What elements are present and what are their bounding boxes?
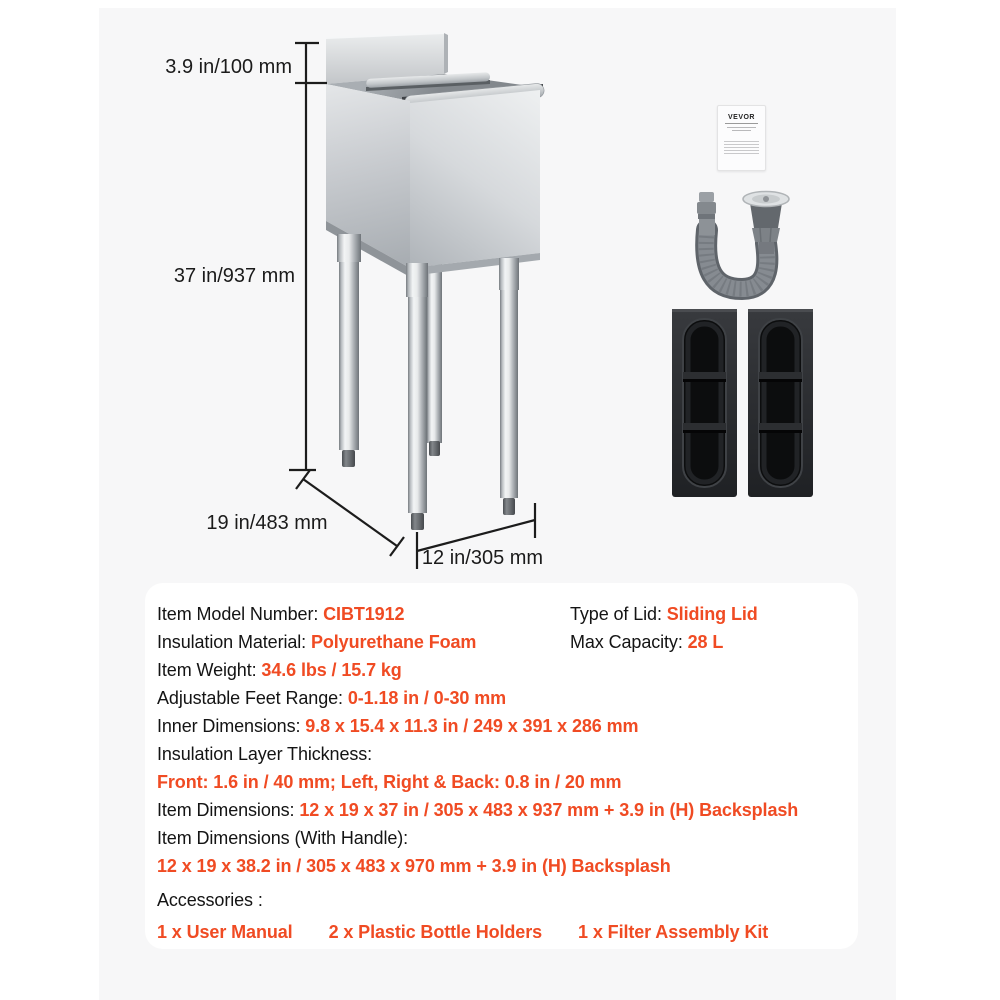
manual-text-line	[727, 127, 755, 128]
dim-label-depth: 19 in/483 mm	[206, 512, 328, 534]
accessories-label: Accessories :	[157, 890, 263, 910]
capacity-value: 28 L	[687, 632, 724, 652]
insulation-value: Polyurethane Foam	[310, 632, 477, 652]
model-label: Item Model Number:	[157, 604, 324, 624]
spec-row-item-dimensions-handle-label	[157, 824, 848, 852]
manual-rule	[725, 123, 758, 124]
dim-label-width: 12 in/305 mm	[421, 547, 544, 569]
accessory-user-manual: 1 x User Manual	[157, 922, 293, 942]
spec-row-insulation-and-capacity	[157, 628, 848, 656]
accessory-filter-kit: 1 x Filter Assembly Kit	[578, 922, 769, 942]
capacity-label: Max Capacity:	[570, 632, 688, 652]
item-dims-label: Item Dimensions:	[157, 800, 300, 820]
spec-row-thickness-label	[157, 740, 848, 768]
manual-brand-logo: VEVOR	[727, 114, 755, 121]
model-value: CIBT1912	[323, 604, 405, 624]
spec-row-weight	[157, 656, 848, 684]
spec-row-thickness-value	[157, 768, 848, 796]
spec-row-feet-range	[157, 684, 848, 712]
inner-value: 9.8 x 15.4 x 11.3 in / 249 x 391 x 286 mm	[305, 716, 639, 736]
dim-label-overall-height: 37 in/937 mm	[173, 265, 295, 287]
accessories-heading	[157, 886, 848, 914]
accessories-list	[157, 918, 848, 946]
weight-label: Item Weight:	[157, 660, 262, 680]
spec-row-item-dimensions	[157, 796, 848, 824]
lid-label: Type of Lid:	[570, 604, 667, 624]
item-dims-handle-value: 12 x 19 x 38.2 in / 305 x 483 x 970 mm + 3.9 in (H) Backsplash	[157, 856, 671, 876]
thickness-label: Insulation Layer Thickness:	[157, 744, 373, 764]
item-dims-value: 12 x 19 x 37 in / 305 x 483 x 937 mm + 3.9 in (H) Backsplash	[299, 800, 799, 820]
spec-row-model-and-lid	[157, 600, 848, 628]
user-manual-card	[717, 105, 766, 171]
accessory-bottle-holders: 2 x Plastic Bottle Holders	[328, 922, 543, 942]
weight-value: 34.6 lbs / 15.7 kg	[261, 660, 402, 680]
lid-value: Sliding Lid	[666, 604, 758, 624]
dim-label-backsplash-height: 3.9 in/100 mm	[165, 56, 292, 78]
insulation-label: Insulation Material:	[157, 632, 311, 652]
spec-panel	[145, 583, 858, 949]
feet-value: 0-1.18 in / 0-30 mm	[347, 688, 507, 708]
inner-label: Inner Dimensions:	[157, 716, 306, 736]
thickness-value: Front: 1.6 in / 40 mm; Left, Right & Back: 0.8 in / 20 mm	[157, 772, 622, 792]
feet-label: Adjustable Feet Range:	[157, 688, 348, 708]
item-dims-handle-label: Item Dimensions (With Handle):	[157, 828, 409, 848]
spec-row-item-dimensions-handle-value	[157, 852, 848, 880]
manual-paragraph	[724, 139, 759, 154]
manual-text-line	[732, 130, 752, 131]
spec-row-inner-dimensions	[157, 712, 848, 740]
